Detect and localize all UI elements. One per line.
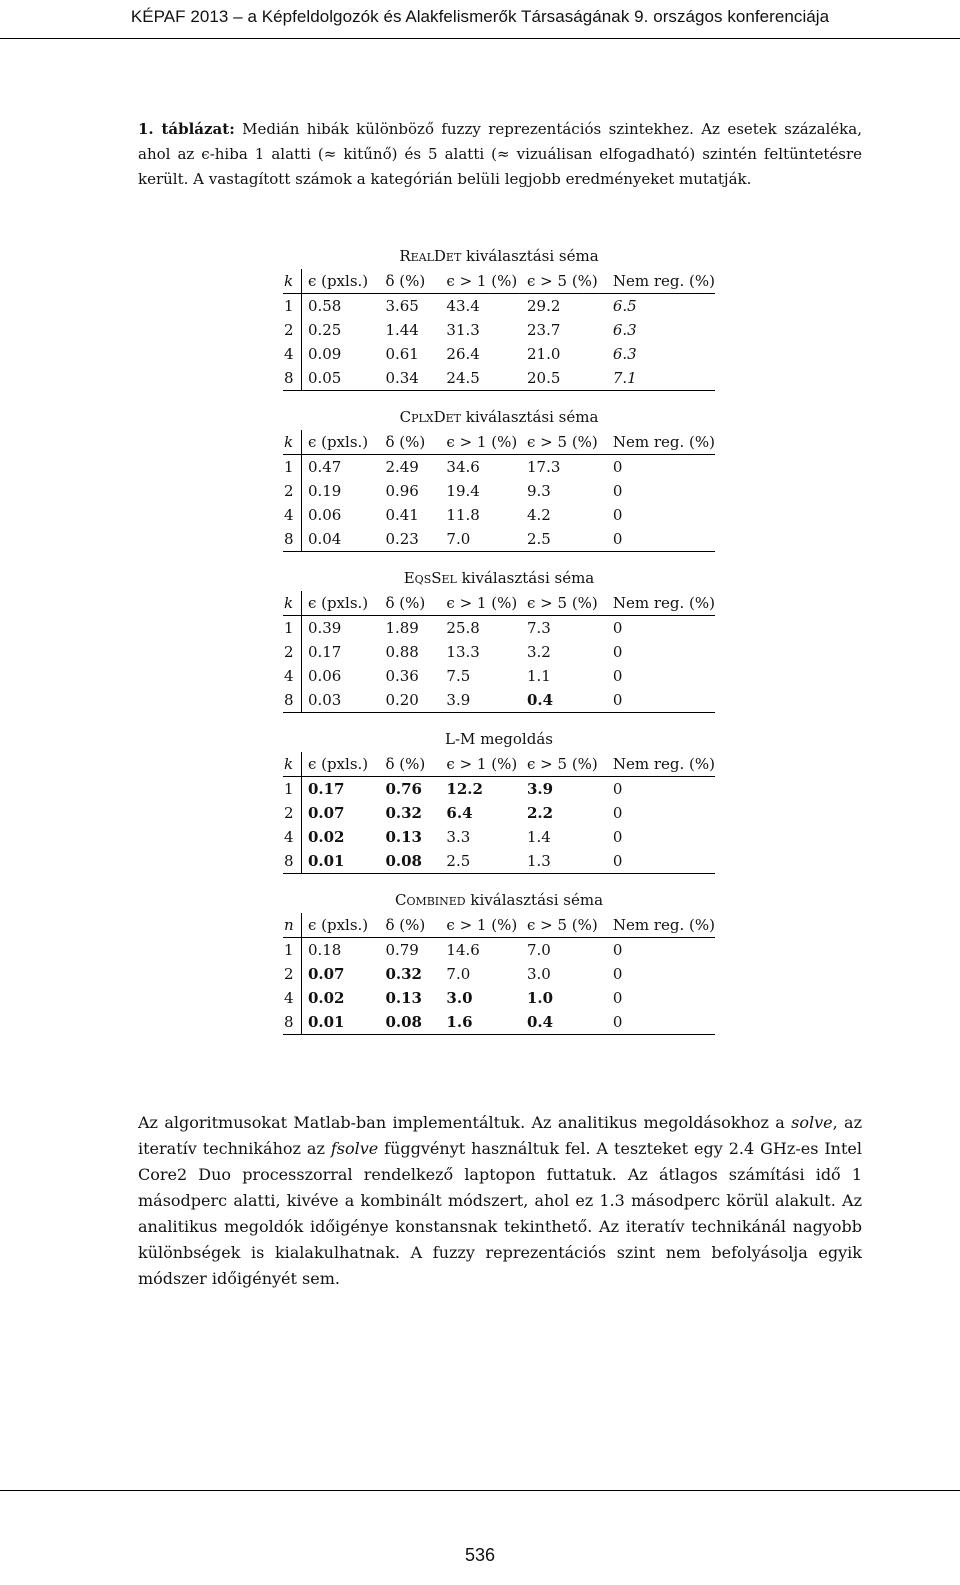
cell: 3.3 <box>446 828 471 846</box>
cell: 7.1 <box>613 366 715 391</box>
cell: 6.5 <box>612 297 637 315</box>
cell: 3.65 <box>385 297 419 315</box>
cell: 8 <box>283 1010 301 1035</box>
cell: 0.4 <box>527 1010 613 1035</box>
cell: 0.01 <box>301 849 385 874</box>
cell: 2.2 <box>527 804 554 822</box>
cell: 24.5 <box>446 366 527 391</box>
cell: 4 <box>283 986 301 1010</box>
scheme-name: RealDet <box>399 247 462 265</box>
cell: 0.34 <box>385 366 446 391</box>
cell: 0 <box>612 667 623 685</box>
cell: 1 <box>283 616 301 641</box>
table-lm <box>283 727 715 874</box>
col-header: Nem reg. (%) <box>613 913 715 938</box>
table-row <box>283 318 715 342</box>
cell: 13.3 <box>446 643 480 661</box>
col-header: k <box>283 591 301 616</box>
cell: 0.05 <box>301 366 385 391</box>
cell: 1.6 <box>446 1010 527 1035</box>
cell: 2.5 <box>527 527 613 552</box>
cell: 0 <box>612 941 623 959</box>
scheme-name: CplxDet <box>399 408 462 426</box>
cell: 0.09 <box>307 345 342 363</box>
cell: 6.3 <box>612 321 637 339</box>
header-row <box>283 269 715 294</box>
table-row <box>283 777 715 802</box>
cell: 0.08 <box>385 1010 446 1035</box>
cell: 0.39 <box>307 619 342 637</box>
cell: 17.3 <box>527 458 561 476</box>
scheme-suffix: kiválasztási séma <box>461 247 599 265</box>
cell: 2 <box>283 318 301 342</box>
col-header: ϵ > 1 (%) <box>446 591 527 616</box>
cell: 1.1 <box>527 667 551 685</box>
table-row <box>283 342 715 366</box>
results-table <box>283 752 715 874</box>
col-header: ϵ > 1 (%) <box>446 752 527 777</box>
table-row <box>283 1010 715 1035</box>
col-header: ϵ > 1 (%) <box>446 269 527 294</box>
cell: 11.8 <box>446 506 480 524</box>
cell: 0.41 <box>385 506 419 524</box>
cell: 0 <box>612 828 623 846</box>
col-header: ϵ > 5 (%) <box>527 591 613 616</box>
cell: 0.47 <box>307 458 342 476</box>
cell: 0.17 <box>307 780 345 798</box>
table-title <box>283 888 715 913</box>
cell: 0.19 <box>307 482 342 500</box>
header-row <box>283 752 715 777</box>
table-row <box>283 986 715 1010</box>
cell: 0 <box>612 989 623 1007</box>
cell: 2.5 <box>446 849 527 874</box>
cell: 4 <box>283 503 301 527</box>
table-realdet <box>283 244 715 391</box>
cell: 6.4 <box>446 804 473 822</box>
cell: 0.08 <box>385 849 446 874</box>
body-text-part: , az iteratív technikához az <box>138 1113 862 1158</box>
col-header: ϵ > 5 (%) <box>527 430 613 455</box>
scheme-suffix: kiválasztási séma <box>465 891 604 909</box>
results-table <box>283 430 715 552</box>
cell: 0.06 <box>307 506 342 524</box>
cell: 0 <box>613 849 715 874</box>
cell: 21.0 <box>527 345 561 363</box>
cell: 2 <box>283 962 301 986</box>
cell: 1.3 <box>527 849 613 874</box>
table-row <box>283 366 715 391</box>
col-header: ϵ (pxls.) <box>301 269 385 294</box>
cell: 4.2 <box>527 506 551 524</box>
table-row <box>283 455 715 480</box>
cell: 12.2 <box>446 780 483 798</box>
scheme-suffix: L-M megoldás <box>445 730 553 748</box>
results-table <box>283 269 715 391</box>
cell: 6.3 <box>612 345 637 363</box>
cell: 4 <box>283 825 301 849</box>
cell: 0.07 <box>307 965 345 983</box>
col-header: δ (%) <box>385 430 446 455</box>
col-header: k <box>283 430 301 455</box>
fsolve-function: fsolve <box>330 1139 379 1158</box>
table-row <box>283 849 715 874</box>
cell: 7.5 <box>446 667 471 685</box>
cell: 7.0 <box>446 965 471 983</box>
col-header: δ (%) <box>385 269 446 294</box>
cell: 1.89 <box>385 619 419 637</box>
table-row <box>283 616 715 641</box>
body-text-part: függvényt használtuk fel. A teszteket egy 2.4 GHz-es Intel Core2 Duo processzorral rendelkező laptopon futtatuk. Az átlagos számítási idő 1 másodperc alatti, kivéve a kombinált módszert, ahol ez 1.3 másodperc körül alakult. Az analitikus megoldók időigénye konstansnak tekinthető. Az iteratív technikánál nagyobb különbségek is kialakulhatnak. A fuzzy reprezentációs szint nem befolyásolja egyik módszer időigényét sem. <box>138 1139 862 1288</box>
cell: 3.0 <box>446 989 473 1007</box>
col-header: k <box>283 752 301 777</box>
cell: 2.49 <box>385 458 419 476</box>
cell: 0.06 <box>307 667 342 685</box>
results-table <box>283 913 715 1035</box>
cell: 8 <box>283 688 301 713</box>
cell: 9.3 <box>527 482 551 500</box>
table-row <box>283 527 715 552</box>
cell: 0.03 <box>301 688 385 713</box>
cell: 0.4 <box>527 688 613 713</box>
cell: 0.20 <box>385 688 446 713</box>
cell: 25.8 <box>446 619 480 637</box>
col-header: ϵ (pxls.) <box>301 591 385 616</box>
cell: 1.4 <box>527 828 551 846</box>
cell: 0.17 <box>307 643 342 661</box>
cell: 0 <box>612 804 623 822</box>
cell: 0 <box>612 506 623 524</box>
cell: 29.2 <box>527 297 561 315</box>
cell: 0.13 <box>385 989 422 1007</box>
cell: 19.4 <box>446 482 480 500</box>
cell: 1 <box>283 294 301 319</box>
cell: 0 <box>613 1010 715 1035</box>
col-header: ϵ (pxls.) <box>301 430 385 455</box>
header-row <box>283 430 715 455</box>
cell: 23.7 <box>527 321 561 339</box>
table-combined <box>283 888 715 1035</box>
cell: 0.58 <box>307 297 342 315</box>
cell: 0 <box>612 458 623 476</box>
header-divider <box>0 38 960 39</box>
table-title <box>283 244 715 269</box>
cell: 0.61 <box>385 345 419 363</box>
cell: 0.36 <box>385 667 419 685</box>
cell: 1 <box>283 938 301 963</box>
cell: 0.76 <box>385 780 422 798</box>
scheme-name: EqsSel <box>403 569 457 587</box>
table-row <box>283 825 715 849</box>
cell: 2 <box>283 479 301 503</box>
cell: 0.32 <box>385 804 422 822</box>
table-row <box>283 479 715 503</box>
solve-function: solve <box>791 1113 833 1132</box>
cell: 8 <box>283 849 301 874</box>
cell: 0.04 <box>301 527 385 552</box>
cell: 0.13 <box>385 828 422 846</box>
cell: 4 <box>283 664 301 688</box>
cell: 7.3 <box>527 619 551 637</box>
col-header: ϵ > 5 (%) <box>527 913 613 938</box>
table-title <box>283 566 715 591</box>
cell: 0.88 <box>385 643 419 661</box>
caption-text: Medián hibák különböző fuzzy reprezentációs szintekhez. Az esetek százaléka, ahol az ϵ-hiba 1 alatti (≈ kitűnő) és 5 alatti (≈ vizuálisan elfogadható) szintén feltüntetésre került. A vastagított számok a kategórián belüli legjobb eredményeket mutatják. <box>138 120 862 188</box>
table-row <box>283 688 715 713</box>
col-header: Nem reg. (%) <box>613 591 715 616</box>
cell: 0.23 <box>385 527 446 552</box>
col-header: ϵ > 1 (%) <box>446 913 527 938</box>
col-header: n <box>283 913 301 938</box>
table-caption <box>138 117 862 192</box>
cell: 0.02 <box>307 989 345 1007</box>
scheme-suffix: kiválasztási séma <box>461 408 599 426</box>
footer-divider <box>0 1490 960 1491</box>
running-header: KÉPAF 2013 – a Képfeldolgozók és Alakfelismerők Társaságának 9. országos konferenciája <box>130 7 830 26</box>
cell: 7.0 <box>526 941 551 959</box>
table-cplxdet <box>283 405 715 552</box>
col-header: Nem reg. (%) <box>613 752 715 777</box>
cell: 1.44 <box>385 321 419 339</box>
body-paragraph <box>138 1110 862 1292</box>
cell: 0 <box>613 688 715 713</box>
col-header: δ (%) <box>385 752 446 777</box>
table-row <box>283 503 715 527</box>
results-tables <box>283 244 715 1049</box>
cell: 0 <box>612 643 623 661</box>
col-header: ϵ > 5 (%) <box>527 752 613 777</box>
col-header: ϵ > 1 (%) <box>446 430 527 455</box>
page-number: 536 <box>464 1545 496 1565</box>
table-row <box>283 294 715 319</box>
cell: 0.32 <box>385 965 422 983</box>
col-header: ϵ (pxls.) <box>301 913 385 938</box>
scheme-suffix: kiválasztási séma <box>456 569 595 587</box>
scheme-name: Combined <box>394 891 466 909</box>
cell: 20.5 <box>527 366 613 391</box>
cell: 43.4 <box>446 297 480 315</box>
cell: 8 <box>283 527 301 552</box>
header-row <box>283 591 715 616</box>
table-row <box>283 640 715 664</box>
cell: 2 <box>283 801 301 825</box>
results-table <box>283 591 715 713</box>
col-header: ϵ (pxls.) <box>301 752 385 777</box>
caption-label: 1. táblázat: <box>138 120 235 138</box>
cell: 1 <box>283 455 301 480</box>
body-text-part: Az algoritmusokat Matlab-ban implementáltuk. Az analitikus megoldásokhoz a <box>138 1113 792 1132</box>
cell: 0 <box>612 482 623 500</box>
header-row <box>283 913 715 938</box>
cell: 34.6 <box>446 458 480 476</box>
col-header: Nem reg. (%) <box>613 269 715 294</box>
table-row <box>283 938 715 963</box>
table-row <box>283 962 715 986</box>
cell: 0.07 <box>307 804 345 822</box>
col-header: δ (%) <box>385 591 446 616</box>
col-header: ϵ > 5 (%) <box>527 269 613 294</box>
col-header: k <box>283 269 301 294</box>
cell: 4 <box>283 342 301 366</box>
col-header: Nem reg. (%) <box>613 430 715 455</box>
cell: 3.0 <box>526 965 551 983</box>
cell: 0.79 <box>385 941 419 959</box>
cell: 0 <box>613 527 715 552</box>
cell: 0.18 <box>307 941 342 959</box>
cell: 0.02 <box>307 828 345 846</box>
cell: 0 <box>612 619 623 637</box>
cell: 3.2 <box>527 643 551 661</box>
cell: 0 <box>612 965 623 983</box>
cell: 1 <box>283 777 301 802</box>
cell: 0.96 <box>385 482 419 500</box>
cell: 26.4 <box>446 345 480 363</box>
table-title <box>283 727 715 752</box>
cell: 3.9 <box>446 688 527 713</box>
cell: 3.9 <box>527 780 554 798</box>
col-header: δ (%) <box>385 913 446 938</box>
table-title <box>283 405 715 430</box>
table-row <box>283 801 715 825</box>
cell: 1.0 <box>526 989 554 1007</box>
cell: 7.0 <box>446 527 527 552</box>
cell: 0.01 <box>301 1010 385 1035</box>
cell: 31.3 <box>446 321 480 339</box>
cell: 2 <box>283 640 301 664</box>
cell: 0.25 <box>307 321 342 339</box>
cell: 0 <box>612 780 623 798</box>
cell: 8 <box>283 366 301 391</box>
table-row <box>283 664 715 688</box>
cell: 14.6 <box>446 941 480 959</box>
table-eqssel <box>283 566 715 713</box>
